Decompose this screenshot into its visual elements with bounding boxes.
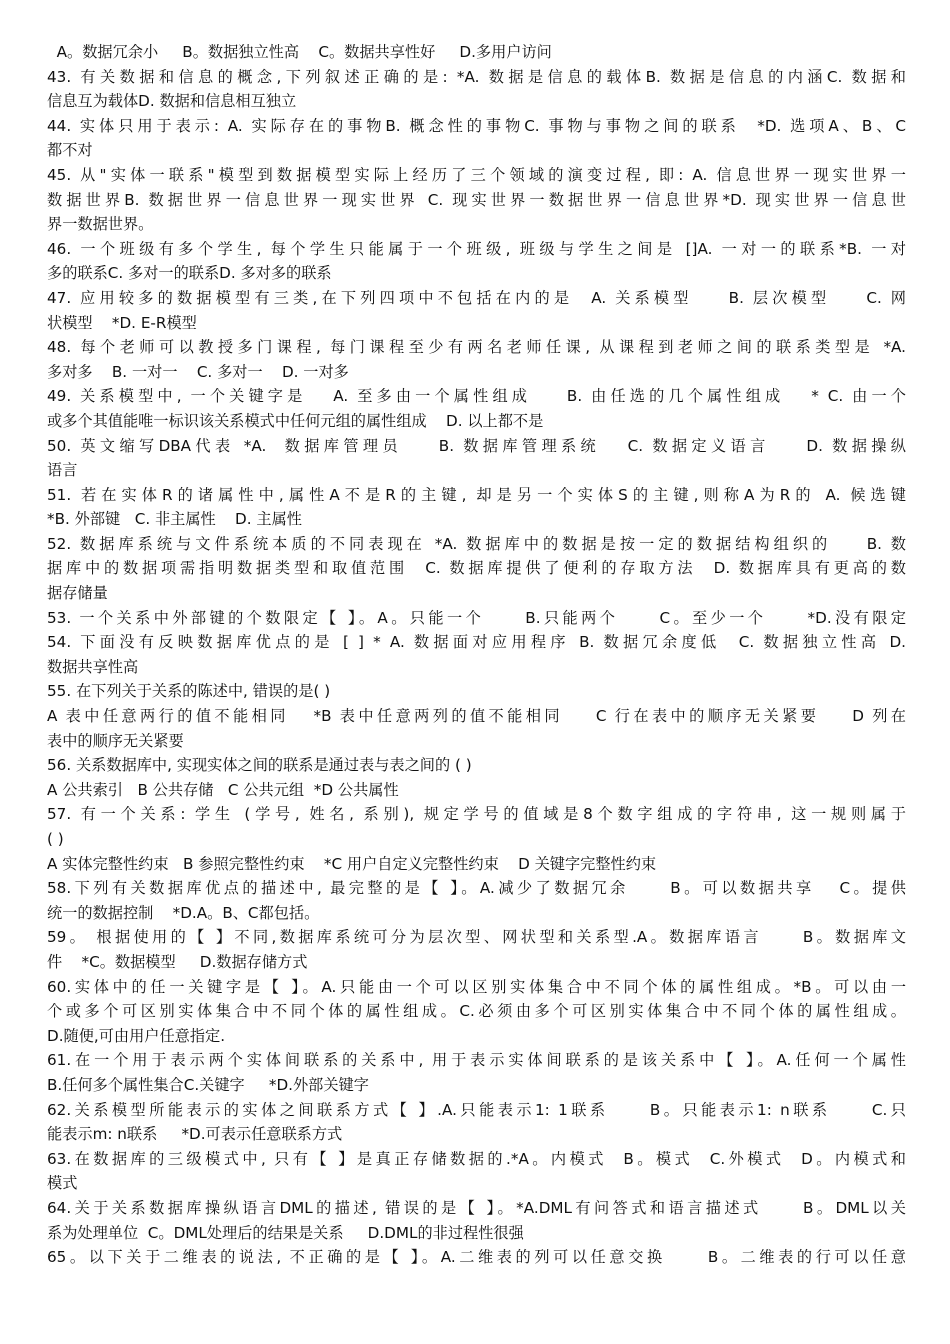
text-line: 个或多个可区别实体集合中不同个体的属性组成。C.必须由多个可区别实体集合中不同个体的属性组成。: [47, 1002, 906, 1021]
text-line: 54. 下面没有反映数据库优点的是 [ ] * A. 数据面对应用程序 B. 数据冗余度低 C. 数据独立性高 D.: [47, 633, 906, 652]
text-line: 43. 有关数据和信息的概念,下列叙述正确的是: *A. 数据是信息的载体B. 数据是信息的内涵C. 数据和: [47, 67, 906, 86]
text-line: 48. 每个老师可以教授多门课程, 每门课程至少有两名老师任课, 从课程到老师之间的联系类型是 *A.: [47, 338, 906, 357]
text-line: 数据世界B. 数据世界一信息世界一现实世界 C. 现实世界一数据世界一信息世界*D. 现实世界一信息世: [47, 190, 906, 209]
text-line: 57. 有一个关系: 学生 (学号, 姓名, 系别), 规定学号的值域是8个数字组成的字符串, 这一规则属于: [47, 805, 906, 824]
text-line: 47. 应用较多的数据模型有三类,在下列四项中不包括在内的是 A. 关系模型 B. 层次模型 C. 网: [47, 288, 906, 307]
text-line: 59。 根据使用的【 】不同,数据库系统可分为层次型、网状型和关系型.A。数据库语言 B。数据库文: [47, 928, 906, 947]
text-line: 或多个其值能唯一标识该关系模式中任何元组的属性组成 D. 以上都不是: [47, 411, 544, 430]
text-line: 58.下列有关数据库优点的描述中, 最完整的是【 】。A.减少了数据冗余 B。可以数据共享 C。提供: [47, 879, 906, 898]
text-line: 45. 从"实体一联系"模型到数据模型实际上经历了三个领域的演变过程, 即: A. 信息世界一现实世界一: [47, 165, 906, 184]
text-line: 60.实体中的任一关键字是【 】。A.只能由一个可以区别实体集合中不同个体的属性组成。*B。可以由一: [47, 977, 906, 996]
text-line: 多对多 B. 一对一 C. 多对一 D. 一对多: [47, 362, 349, 381]
text-line: B.任何多个属性集合C.关键字 *D.外部关键字: [47, 1075, 369, 1094]
text-line: D.随便,可由用户任意指定.: [47, 1026, 226, 1045]
text-line: 状模型 *D. E-R模型: [47, 313, 197, 332]
text-line: A 实体完整性约束 B 参照完整性约束 *C 用户自定义完整性约束 D 关键字完整性约束: [47, 854, 657, 873]
text-line: 界一数据世界。: [47, 215, 154, 234]
text-line: 数据共享性高: [47, 657, 139, 676]
question-text-body: [47, 40, 906, 1270]
text-line: 能表示m: n联系 *D.可表示任意联系方式: [47, 1125, 343, 1144]
text-line: 49. 关系模型中, 一个关键字是 A. 至多由一个属性组成 B. 由任选的几个属性组成 * C. 由一个: [47, 387, 906, 406]
text-line: 表中的顺序无关紧要: [47, 731, 184, 750]
text-line: 统一的数据控制 *D.A。B、C都包括。: [47, 903, 320, 922]
text-line: 据库中的数据项需指明数据类型和取值范围 C. 数据库提供了便利的存取方法 D. 数据库具有更高的数: [47, 559, 906, 578]
text-line: ( ): [47, 830, 64, 848]
text-line: 44. 实体只用于表示: A. 实际存在的事物B. 概念性的事物C. 事物与事物之间的联系 *D. 选项A、B、C: [47, 116, 906, 135]
text-line: A 表中任意两行的值不能相同 *B 表中任意两列的值不能相同 C 行在表中的顺序无关紧要 D 列在: [47, 707, 906, 726]
text-line: 55. 在下列关于关系的陈述中, 错误的是( ): [47, 682, 331, 701]
text-line: 64.关于关系数据库操纵语言DML的描述, 错误的是【 】。*A.DML有问答式和语言描述式 B。DML以关: [47, 1198, 906, 1217]
text-line: 56. 关系数据库中, 实现实体之间的联系是通过表与表之间的 ( ): [47, 756, 472, 775]
text-line: A。数据冗余小 B。数据独立性高 C。数据共享性好 D.多用户访问: [47, 43, 552, 61]
text-line: 信息互为载体D. 数据和信息相互独立: [47, 92, 297, 111]
text-line: 65。以下关于二维表的说法, 不正确的是【 】。A.二维表的列可以任意交换 B。二维表的行可以任意: [47, 1248, 906, 1267]
text-line: 模式: [47, 1174, 78, 1193]
text-line: 据存储量: [47, 584, 108, 603]
text-line: 件 *C。数据模型 D.数据存储方式: [47, 952, 308, 971]
text-line: 语言: [47, 461, 78, 480]
text-line: 62.关系模型所能表示的实体之间联系方式【 】.A.只能表示1: 1联系 B。只能表示1: n联系 C.只: [47, 1100, 906, 1119]
text-line: 52. 数据库系统与文件系统本质的不同表现在 *A. 数据库中的数据是按一定的数据结构组织的 B. 数: [47, 534, 906, 553]
text-line: 46. 一个班级有多个学生, 每个学生只能属于一个班级, 班级与学生之间是 []A. 一对一的联系*B. 一对: [47, 239, 906, 258]
text-line: A 公共索引 B 公共存储 C 公共元组 *D 公共属性: [47, 780, 399, 799]
text-line: 多的联系C. 多对一的联系D. 多对多的联系: [47, 264, 332, 283]
text-line: 63.在数据库的三级模式中, 只有【 】是真正存储数据的.*A。内模式 B。模式 C.外模式 D。内模式和: [47, 1149, 906, 1168]
text-line: 系为处理单位 C。DML处理后的结果是关系 D.DML的非过程性很强: [47, 1223, 524, 1242]
text-line: 61.在一个用于表示两个实体间联系的关系中, 用于表示实体间联系的是该关系中【 】。A.任何一个属性: [47, 1051, 906, 1070]
text-line: *B. 外部键 C. 非主属性 D. 主属性: [47, 510, 302, 529]
text-line: 都不对: [47, 141, 93, 160]
text-line: 51. 若在实体R的诸属性中,属性A不是R的主键, 却是另一个实体S的主键,则称A为R的 A. 候选键: [47, 485, 906, 504]
text-line: 53. 一个关系中外部键的个数限定【 】。A。只能一个 B.只能两个 C。至少一个 *D.没有限定: [47, 608, 906, 627]
text-line: 50. 英文缩写DBA代表 *A. 数据库管理员 B. 数据库管理系统 C. 数据定义语言 D. 数据操纵: [47, 436, 906, 455]
